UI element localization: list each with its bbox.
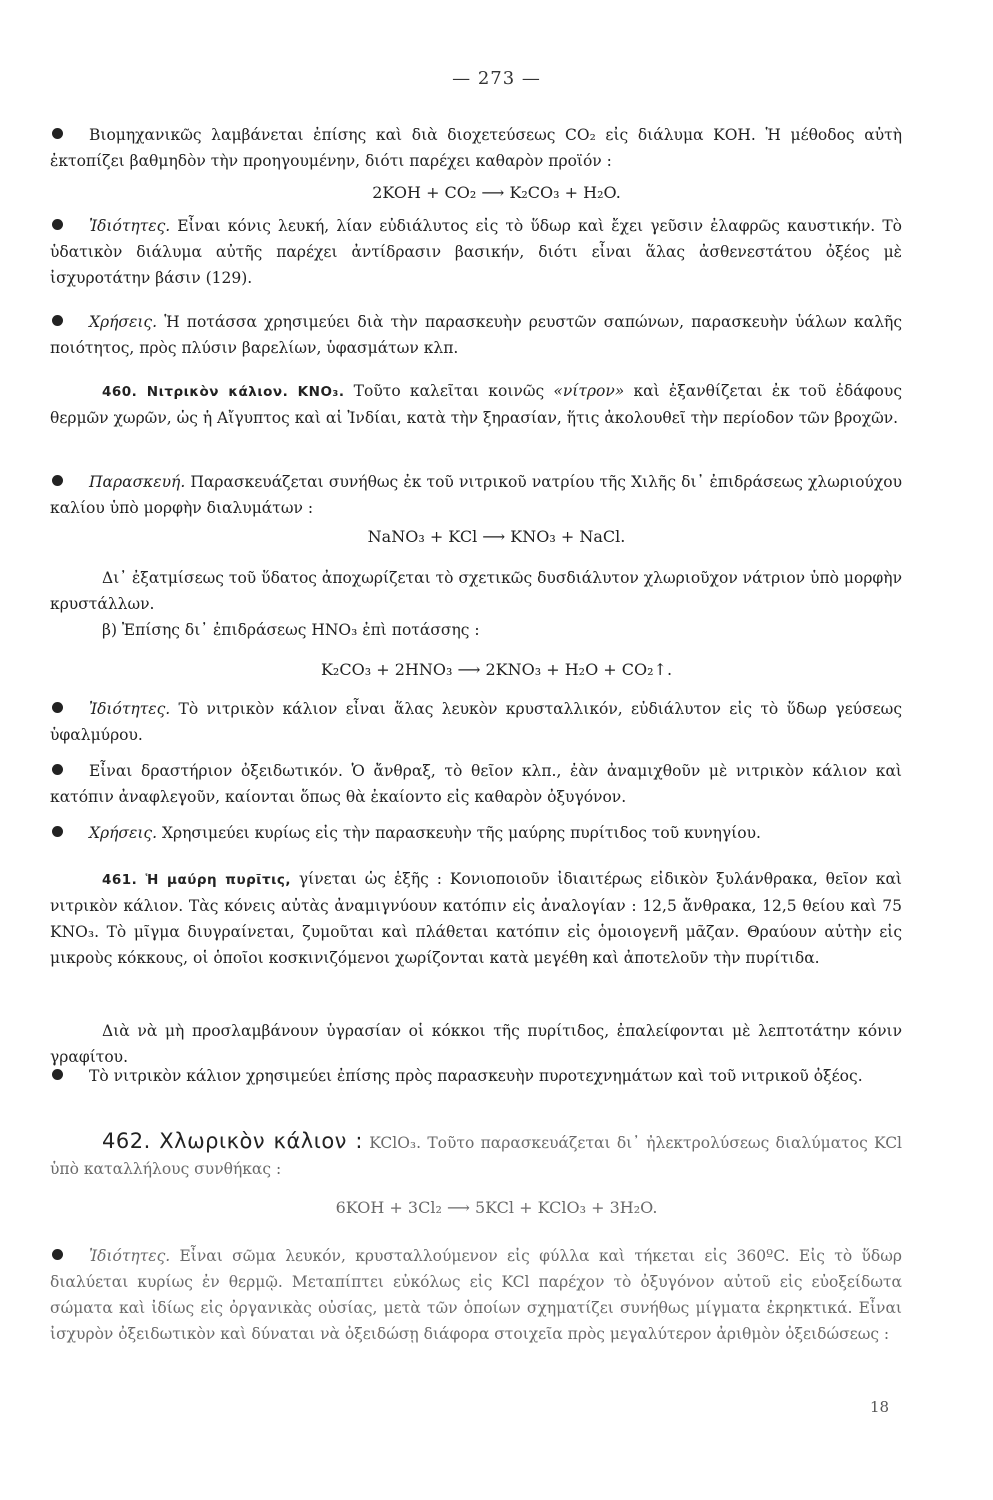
paragraph-properties-potash <box>50 213 902 291</box>
bullet-icon <box>52 702 63 713</box>
paragraph-industrial-method <box>50 122 902 174</box>
paragraph-evaporation <box>50 565 902 617</box>
paragraph-text: Παρασκευάζεται συνήθως ἐκ τοῦ νιτρικοῦ νατρίου τῆς Χιλῆς δι᾽ ἐπιδράσεως χλωριούχου καλίου ὑπὸ μορφὴν διαλυμάτων : <box>50 473 902 517</box>
paragraph-oxidizer <box>50 758 902 810</box>
paragraph-text: Εἶναι κόνις λευκή, λίαν εὐδιάλυτος εἰς τὸ ὕδωρ καὶ ἔχει γεῦσιν ἐλαφρῶς καυστικήν. Τὸ ὑδατικὸν διάλυμα αὐτῆς παρέχει ἀντίδρασιν βασικήν, διότι εἶναι ἅλας ἀσθενεστάτου ὀξέος μὲ ἰσχυροτάτην βάσιν (129). <box>50 217 902 287</box>
paragraph-label: Χρήσεις. <box>89 313 158 331</box>
bullet-icon <box>52 1249 63 1260</box>
bullet-icon <box>52 764 63 775</box>
bullet-icon <box>52 315 63 326</box>
paragraph-pyrotechnics <box>50 1063 902 1089</box>
paragraph-text: Εἶναι σῶμα λευκόν, κρυσταλλούμενον εἰς φύλλα καὶ τήκεται εἰς 360ºC. Εἰς τὸ ὕδωρ διαλύεται κυρίως ἐν θερμῷ. Μεταπίπτει εὐκόλως εἰς KCl παρέχον τὸ ὀξυγόνον αὐτοῦ εἰς εὐοξείδωτα σώματα καὶ ἰδίως εἰς ὀργανικὰς οὐσίας, μετὰ τῶν ὁποίων σχηματίζει συνήθως μίγματα ἐκρηκτικά. Εἶναι ἰσχυρὸν ὀξειδωτικὸν καὶ δύναται νὰ ὀξειδώσῃ διάφορα στοιχεῖα πρὸς μεγαλύτερον ἀριθμὸν ὀξειδώσεως : <box>50 1247 902 1343</box>
paragraph-text: Ἡ ποτάσσα χρησιμεύει διὰ τὴν παρασκευὴν ρευστῶν σαπώνων, παρασκευὴν ὑάλων καλῆς ποιότητος, πρὸς πλύσιν βαρελίων, ὑφασμάτων κλπ. <box>50 313 902 357</box>
bullet-icon <box>52 219 63 230</box>
paragraph-uses-potash <box>50 309 902 361</box>
paragraph-preparation <box>50 469 902 521</box>
paragraph-text: KClO₃. Τοῦτο παρασκευάζεται δι᾽ ἠλεκτρολύσεως διαλύματος KCl ὑπὸ καταλλήλους συνθήκας : <box>50 1134 903 1178</box>
paragraph-text: γίνεται ὡς ἑξῆς : Κονιοποιοῦν ἰδιαιτέρως εἰδικὸν ξυλάνθρακα, θεῖον καὶ νιτρικὸν κάλιον. Τὰς κόνεις αὐτὰς ἀναμιγνύουν κατόπιν εἰς ἀναλογίαν : 12,5 ἄνθρακα, 12,5 θείου καὶ 75 KNO₃. Τὸ μῖγμα διυγραίνεται, ζυμοῦται καὶ πλάθεται κατόπιν εἰς ὁμοιογενῆ μᾶζαν. Θραύουν αὐτὴν εἰς μικροὺς κόκκους, οἱ ὁποῖοι κοσκινιζόμενοι χωρίζονται κατὰ μεγέθη καὶ ἀποτελοῦν τὴν πυρίτιδα. <box>50 870 902 967</box>
section-heading-462: 462. Χλωρικὸν κάλιον : <box>102 1129 363 1153</box>
page-number: — 273 — <box>452 68 541 89</box>
section-460 <box>50 378 902 431</box>
section-462 <box>50 1128 902 1182</box>
equation-koh-cl2: 6KOH + 3Cl₂ ⟶ 5KCl + KClO₃ + 3H₂O. <box>335 1198 658 1217</box>
section-heading-461: 461. Ἡ μαύρη πυρῖτις, <box>102 872 292 888</box>
paragraph-label: Παρασκευή. <box>89 473 186 491</box>
paragraph-text: Τοῦτο καλεῖται κοινῶς <box>344 382 554 400</box>
equation-nano3-kcl: NaNO₃ + KCl ⟶ KNO₃ + NaCl. <box>367 527 626 546</box>
paragraph-text: Δι᾽ ἐξατμίσεως τοῦ ὕδατος ἀποχωρίζεται τὸ σχετικῶς δυσδιάλυτον χλωριοῦχον νάτριον ὑπὸ μορφὴν κρυστάλλων. <box>50 569 902 613</box>
paragraph-text: Εἶναι δραστήριον ὀξειδωτικόν. Ὁ ἄνθραξ, τὸ θεῖον κλπ., ἐὰν ἀναμιχθοῦν μὲ νιτρικὸν κάλιον καὶ κατόπιν ἀναφλεγοῦν, καίονται ὅπως θὰ ἐκαίοντο εἰς καθαρὸν ὀξυγόνον. <box>50 762 902 806</box>
nitron-term: «νίτρον» <box>553 382 625 400</box>
paragraph-label: Ἰδιότητες. <box>89 1247 171 1265</box>
paragraph-properties-kno3 <box>50 696 902 748</box>
paragraph-text: καὶ ἐξανθίζεται ἐκ τοῦ ἐδάφους θερμῶν χωρῶν, ὡς ἡ Αἴγυπτος καὶ αἱ Ἰνδίαι, κατὰ τὴν ξηρασίαν, ἥτις ἀκολουθεῖ τὴν περίοδον τῶν βροχῶν. <box>50 382 902 427</box>
paragraph-uses-kno3 <box>50 820 902 846</box>
paragraph-text: Διὰ νὰ μὴ προσλαμβάνουν ὑγρασίαν οἱ κόκκοι τῆς πυρίτιδος, ἐπαλείφονται μὲ λεπτοτάτην κόνιν γραφίτου. <box>50 1022 902 1066</box>
paragraph-properties-kclo3 <box>50 1243 902 1347</box>
paragraph-text: Χρησιμεύει κυρίως εἰς τὴν παρασκευὴν τῆς μαύρης πυρίτιδος τοῦ κυνηγίου. <box>157 824 761 842</box>
paragraph-text: β) Ἐπίσης δι᾽ ἐπιδράσεως HNO₃ ἐπὶ ποτάσσης : <box>102 621 480 639</box>
paragraph-text: Τὸ νιτρικὸν κάλιον εἶναι ἅλας λευκὸν κρυσταλλικόν, εὐδιάλυτον εἰς τὸ ὕδωρ γεύσεως ὑφαλμύρου. <box>50 700 902 744</box>
paragraph-text: Τὸ νιτρικὸν κάλιον χρησιμεύει ἐπίσης πρὸς παρασκευὴν πυροτεχνημάτων καὶ τοῦ νιτρικοῦ ὀξέος. <box>89 1067 863 1085</box>
bullet-icon <box>52 475 63 486</box>
signature-number: 18 <box>870 1398 890 1416</box>
paragraph-label: Ἰδιότητες. <box>89 217 171 235</box>
bullet-icon <box>52 128 63 139</box>
paragraph-label: Χρήσεις. <box>89 824 158 842</box>
bullet-icon <box>52 1069 63 1080</box>
equation-koh-co2: 2KOH + CO₂ ⟶ K₂CO₃ + H₂O. <box>372 183 621 202</box>
equation-k2co3-hno3: K₂CO₃ + 2HNO₃ ⟶ 2KNO₃ + H₂O + CO₂↑. <box>320 660 673 679</box>
paragraph-text: Βιομηχανικῶς λαμβάνεται ἐπίσης καὶ διὰ διοχετεύσεως CO₂ εἰς διάλυμα ΚΟΗ. Ἡ μέθοδος αὐτὴ ἐκτοπίζει βαθμηδὸν τὴν προηγουμένην, διότι παρέχει καθαρὸν προϊόν : <box>50 126 902 170</box>
paragraph-hno3-method <box>50 617 902 643</box>
bullet-icon <box>52 826 63 837</box>
section-heading-460: 460. Νιτρικὸν κάλιον. ΚΝΟ₃. <box>102 384 345 400</box>
section-461 <box>50 866 902 971</box>
paragraph-label: Ἰδιότητες. <box>89 700 171 718</box>
